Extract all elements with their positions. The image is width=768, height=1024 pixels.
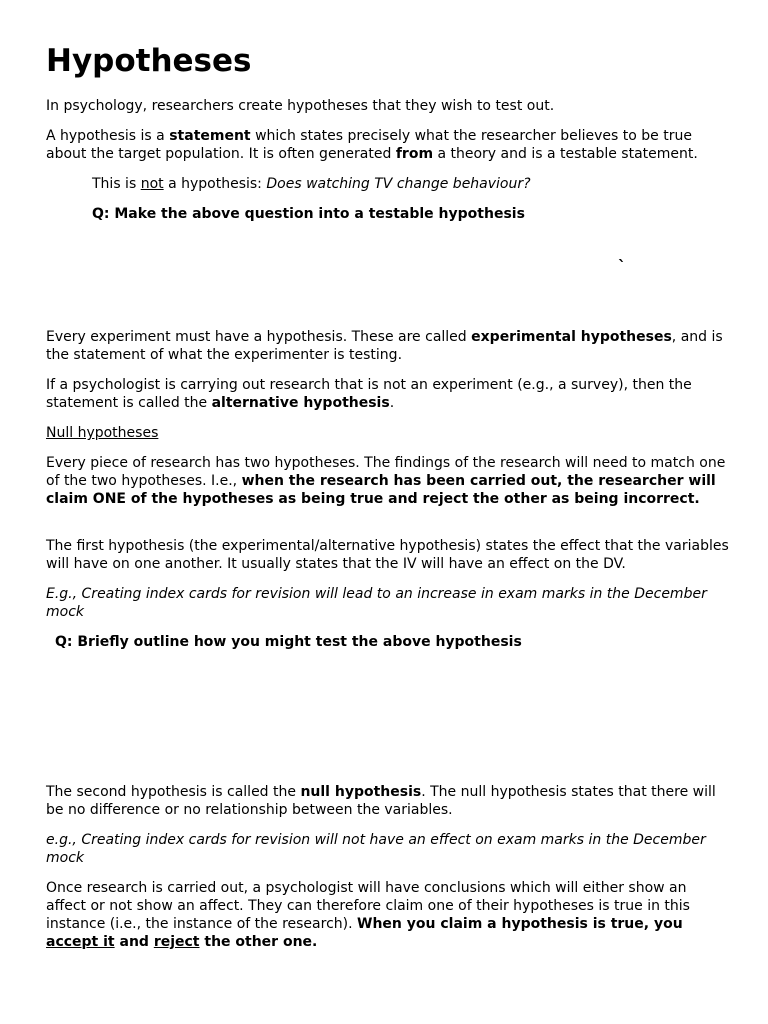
text-span: A hypothesis is a xyxy=(46,128,170,144)
text-span: Every experiment must have a hypothesis. These are called xyxy=(46,329,472,345)
first-hypothesis-example: E.g., Creating index cards for revision will lead to an increase in exam marks in the December mock xyxy=(46,586,707,620)
text-span: a theory and is a testable statement. xyxy=(433,146,698,162)
bold-accept-it: accept it xyxy=(46,934,115,950)
example-question: Does watching TV change behaviour? xyxy=(266,176,531,192)
text-span: which states precisely what the researcher believes to be true about the target population. It is often generated xyxy=(46,128,692,162)
bold-null-hypothesis: null hypothesis xyxy=(300,784,422,800)
bold-alternative-hypothesis: alternative hypothesis xyxy=(211,395,390,411)
question-2: Q: Briefly outline how you might test the above hypothesis xyxy=(55,634,522,650)
alternative-hypothesis-paragraph xyxy=(46,376,730,412)
text-span: If a psychologist is carrying out research that is not an experiment (e.g., a survey), then the statement is called the xyxy=(46,377,692,411)
bold-and: and xyxy=(114,934,154,950)
conclusion-paragraph xyxy=(46,879,730,951)
bold-statement: statement xyxy=(169,128,251,144)
intro-paragraph: In psychology, researchers create hypotheses that they wish to test out. xyxy=(46,98,555,114)
page-title: Hypotheses xyxy=(46,43,252,79)
bold-reject: reject xyxy=(153,934,200,950)
text-span: , and is the statement of what the experimenter is testing. xyxy=(46,329,723,363)
text-span: . xyxy=(389,395,395,411)
not-hypothesis-example xyxy=(92,175,730,193)
text-span: This is xyxy=(92,176,141,192)
first-hypothesis-paragraph: The first hypothesis (the experimental/alternative hypothesis) states the effect that the variables will have on one another. It usually states that the IV will have an effect on the DV. xyxy=(46,538,729,572)
two-hypotheses-paragraph xyxy=(46,454,730,508)
bold-claim-text: when the research has been carried out, the researcher will claim ONE of the hypotheses as being true and reject the other as being incorrect. xyxy=(46,473,716,507)
text-span: Once research is carried out, a psychologist will have conclusions which will either show an affect or not show an affect. They can therefore claim one of their hypotheses is true in this instance (i.e., the instance of the research). xyxy=(46,880,690,932)
bold-experimental-hypotheses: experimental hypotheses xyxy=(471,329,672,345)
bold-claim: When you claim a hypothesis is true, you xyxy=(357,916,683,932)
question-1: Q: Make the above question into a testable hypothesis xyxy=(92,206,525,222)
text-span: e.g., xyxy=(46,832,82,848)
bold-the-other-one: the other one. xyxy=(199,934,318,950)
text-span: The second hypothesis is called the xyxy=(46,784,301,800)
text-span: . The null hypothesis states that there will be no difference or no relationship between the variables. xyxy=(46,784,716,818)
null-hypothesis-paragraph xyxy=(46,783,730,819)
experimental-hypotheses-paragraph xyxy=(46,328,730,364)
text-span: a hypothesis: xyxy=(163,176,267,192)
null-hypotheses-heading: Null hypotheses xyxy=(46,425,159,441)
hypothesis-definition-paragraph xyxy=(46,127,730,163)
bold-from: from xyxy=(395,146,434,162)
underlined-not: not xyxy=(140,176,164,192)
text-span: Every piece of research has two hypotheses. The findings of the research will need to match one of the two hypotheses. I.e., xyxy=(46,455,726,489)
example-text: Creating index cards for revision will not have an effect on exam marks in the December mock xyxy=(46,832,706,866)
null-hypothesis-example xyxy=(46,831,730,867)
stray-mark: ` xyxy=(618,257,626,276)
